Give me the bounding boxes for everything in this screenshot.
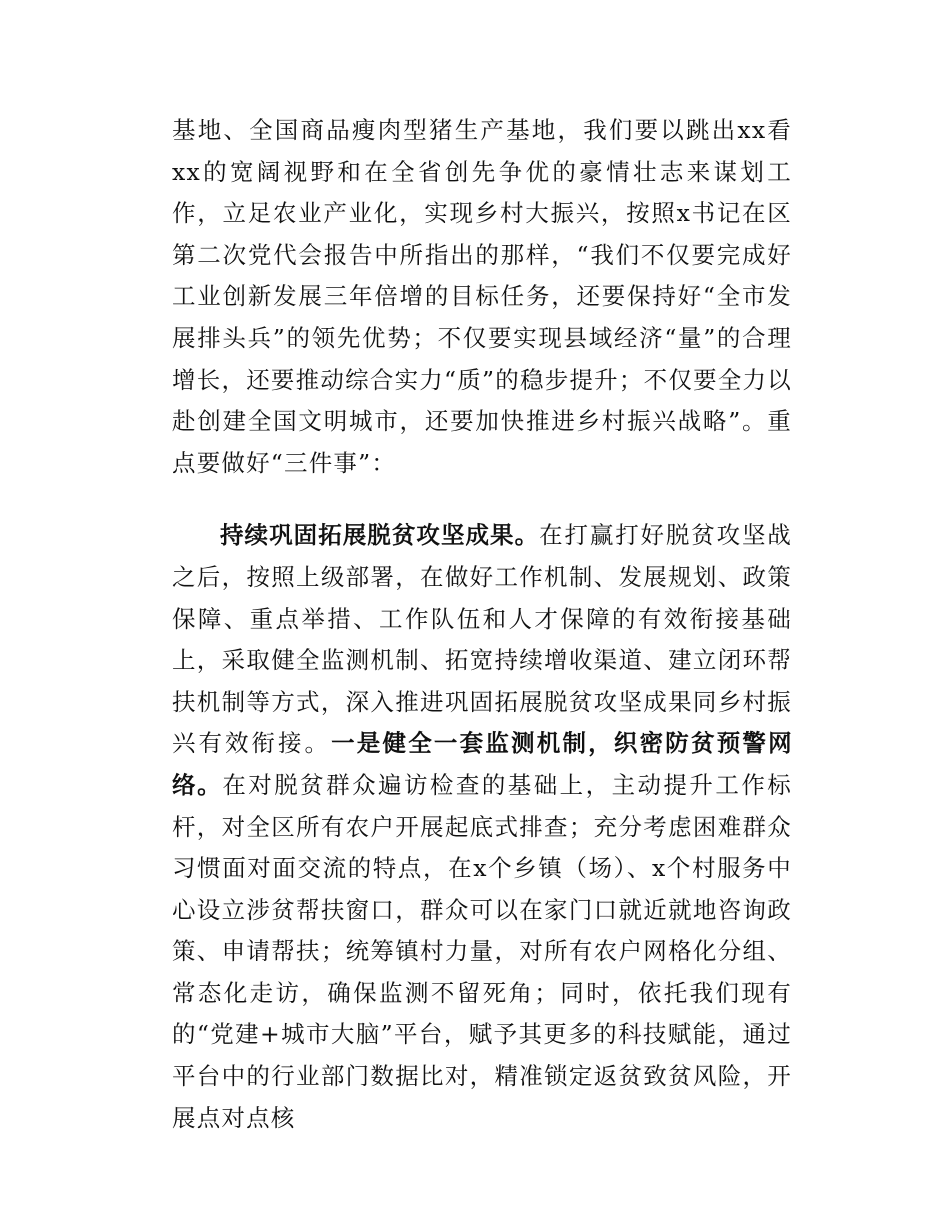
paragraph-2-text-2: 在对脱贫群众遍访检查的基础上，主动提升工作标杆，对全区所有农户开展起底式排查；充分考虑困难群众习惯面对面交流的特点，在x个乡镇（场）、x个村服务中心设立涉贫帮扶窗口，群众可以在家门口就近就地咨询政策、申请帮扶；统筹镇村力量，对所有农户网格化分组、常态化走访，确保监测不留死角；同时，依托我们现有的“党建+城市大脑”平台，赋予其更多的科技赋能，通过平台中的行业部门数据比对，精准锁定返贫致贫风险，开展点对点核: [172, 770, 792, 1132]
paragraph-2: [172, 515, 792, 1139]
paragraph-1: [172, 110, 792, 484]
paragraph-1-text: 基地、全国商品瘦肉型猪生产基地，我们要以跳出xx看xx的宽阔视野和在全省创先争优的豪情壮志来谋划工作，立足农业产业化，实现乡村大振兴，按照x书记在区第二次党代会报告中所指出的那样，“我们不仅要完成好工业创新发展三年倍增的目标任务，还要保持好“全市发展排头兵”的领先优势；不仅要实现县域经济“量”的合理增长，还要推动综合实力“质”的稳步提升；不仅要全力以赴创建全国文明城市，还要加快推进乡村振兴战略”。重点要做好“三件事”：: [172, 116, 792, 477]
paragraph-2-heading: 持续巩固拓展脱贫攻坚成果。: [220, 521, 540, 550]
paragraph-2-subheading: 一是健全一套监测机制，织密防贫预警网络。: [172, 729, 793, 799]
paragraph-2-text-1: 在打赢打好脱贫攻坚战之后，按照上级部署，在做好工作机制、发展规划、政策保障、重点举措、工作队伍和人才保障的有效衔接基础上，采取健全监测机制、拓宽持续增收渠道、建立闭环帮扶机制等方式，深入推进巩固拓展脱贫攻坚成果同乡村振兴有效衔接。: [172, 521, 793, 758]
document-body: [172, 110, 792, 1139]
